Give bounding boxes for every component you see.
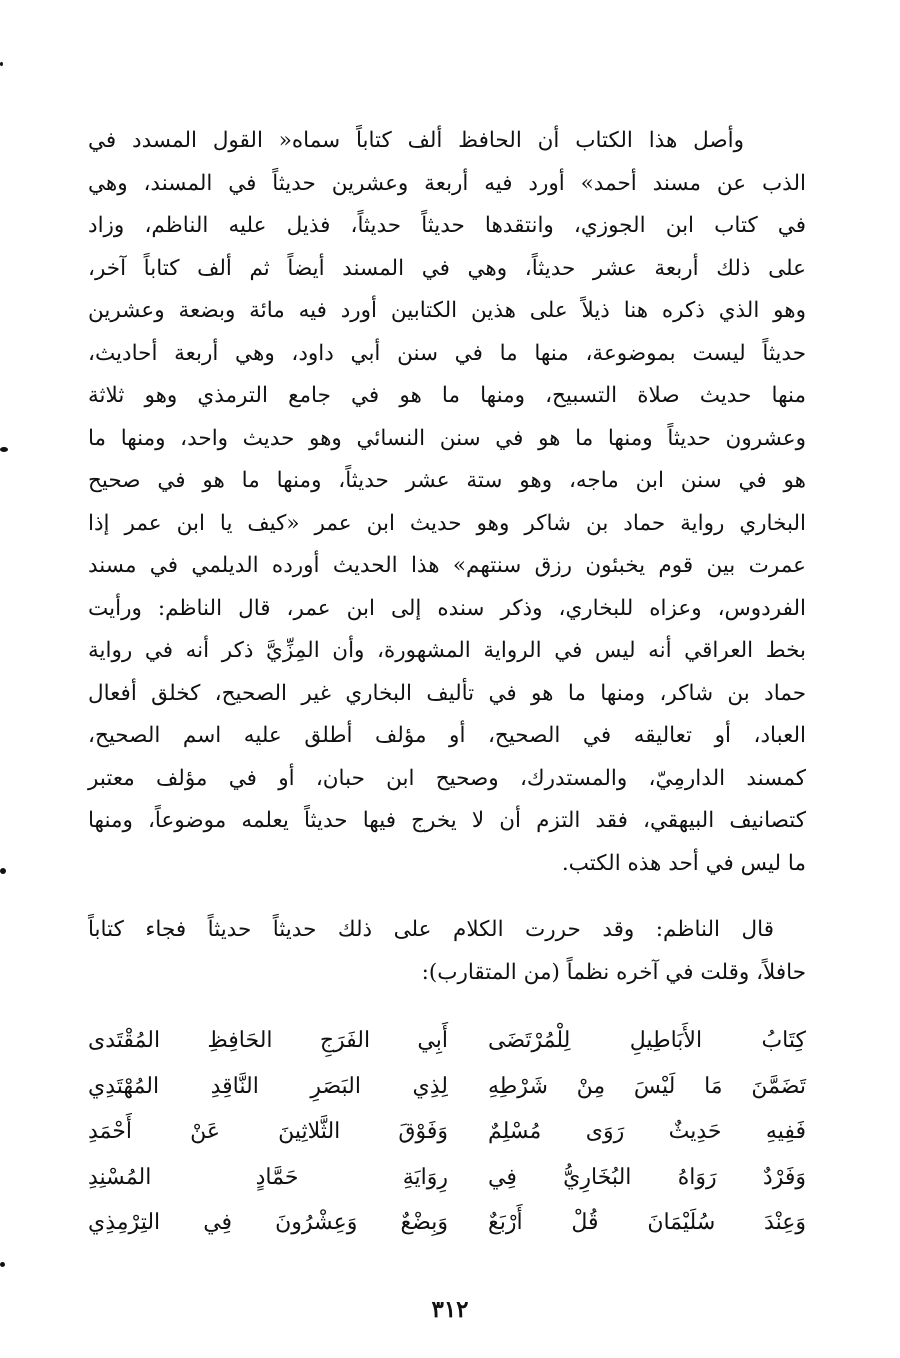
text-line: كتصانيف البيهقي، فقد التزم أن لا يخرج فيها حديثاً يعلمه موضوعاً، ومنها	[88, 808, 806, 833]
text-line: وأصل هذا الكتاب أن الحافظ ألف كتاباً سماه« القول المسدد في	[88, 128, 744, 153]
text-line: وهو الذي ذكره هنا ذيلاً على هذين الكتابين أورد فيه مائة وبضعة وعشرين	[88, 298, 806, 323]
verse-first-hemistich: كِتَابُ الأَبَاطِيلِ لِلْمُرْتَضَى	[488, 1028, 806, 1053]
paragraph-poet-statement	[88, 909, 806, 994]
verse-second-hemistich: أَبِي الفَرَجِ الحَافِظِ المُقْتَدى	[88, 1028, 448, 1053]
text-line: منها حديث صلاة التسبيح، ومنها ما هو في جامع الترمذي وهو ثلاثة	[88, 383, 806, 408]
text-line: عمرت بين قوم يخبئون رزق سنتهم» هذا الحديث أورده الديلمي في مسند	[88, 553, 806, 578]
scan-edge-mark	[0, 1262, 5, 1267]
text-line: وعشرون حديثاً ومنها ما هو في سنن النسائي وهو حديث واحد، ومنها ما	[88, 425, 806, 451]
text-line: هو في سنن ابن ماجه، وهو ستة عشر حديثاً، ومنها ما هو في صحيح	[88, 468, 806, 493]
poem-verse	[88, 1109, 806, 1155]
text-line: الذب عن مسند أحمد» أورد فيه أربعة وعشرين حديثاً في المسند، وهي	[88, 170, 806, 196]
poem	[88, 1018, 806, 1246]
text-line: في كتاب ابن الجوزي، وانتقدها حديثاً حديثاً، فذيل عليه الناظم، وزاد	[88, 213, 806, 238]
text-line: ما ليس في أحد هذه الكتب.	[561, 850, 806, 876]
page-number: ٣١٢	[431, 1296, 469, 1323]
text-line: قال الناظم: وقد حررت الكلام على ذلك حديثاً حديثاً فجاء كتاباً	[88, 917, 774, 942]
verse-second-hemistich: لِذِي البَصَرِ النَّاقِدِ المُهْتَدِي	[88, 1073, 448, 1099]
scan-edge-mark	[0, 447, 8, 452]
paragraph-intro	[88, 120, 806, 885]
text-line: العباد، أو تعاليقه في الصحيح، أو مؤلف أطلق عليه اسم الصحيح،	[88, 723, 806, 748]
text-line: على ذلك أربعة عشر حديثاً، وهي في المسند أيضاً ثم ألف كتاباً آخر،	[88, 255, 806, 281]
verse-second-hemistich: وَبِضْعٌ وَعِشْرُونَ فِي التِرْمِذِي	[88, 1210, 448, 1235]
poem-verse	[88, 1155, 806, 1201]
scan-edge-mark	[0, 868, 6, 874]
verse-first-hemistich: وَفَرْدٌ رَوَاهُ البُخَارِيُّ فِي	[488, 1164, 806, 1190]
text-line: كمسند الدارمِيّ، والمستدرك، وصحيح ابن حبان، أو في مؤلف معتبر	[88, 765, 806, 791]
verse-first-hemistich: فَفِيهِ حَدِيثٌ رَوَى مُسْلِمٌ	[488, 1119, 806, 1144]
text-line: البخاري رواية حماد بن شاكر وهو حديث ابن عمر «كيف يا ابن عمر إذا	[88, 510, 806, 536]
text-line: حافلاً، وقلت في آخره نظماً (من المتقارب):	[421, 959, 806, 985]
poem-verse	[88, 1064, 806, 1110]
scan-edge-mark	[0, 62, 3, 66]
verse-first-hemistich: تَضَمَّنَ مَا لَيْسَ مِنْ شَرْطِهِ	[488, 1073, 806, 1099]
verse-first-hemistich: وَعِنْدَ سُلَيْمَانَ قُلْ أَرْبَعٌ	[488, 1210, 806, 1235]
text-line: حماد بن شاكر، ومنها ما هو في تأليف البخاري غير الصحيح، كخلق أفعال	[88, 680, 806, 706]
text-line: حديثاً ليست بموضوعة، منها ما في سنن أبي داود، وهي أربعة أحاديث،	[88, 340, 806, 366]
poem-verse	[88, 1200, 806, 1246]
verse-second-hemistich: وَفَوْقَ الثَّلاثِينَ عَنْ أَحْمَدِ	[88, 1119, 448, 1144]
poem-verse	[88, 1018, 806, 1064]
verse-second-hemistich: رِوَايَةِ حَمَّادٍ المُسْنِدِ	[88, 1164, 448, 1190]
text-line: الفردوس، وعزاه للبخاري، وذكر سنده إلى ابن عمر، قال الناظم: ورأيت	[88, 595, 806, 621]
book-page	[88, 120, 806, 1246]
text-line: بخط العراقي أنه ليس في الرواية المشهورة، وأن المِزِّيَّ ذكر أنه في رواية	[88, 638, 806, 663]
